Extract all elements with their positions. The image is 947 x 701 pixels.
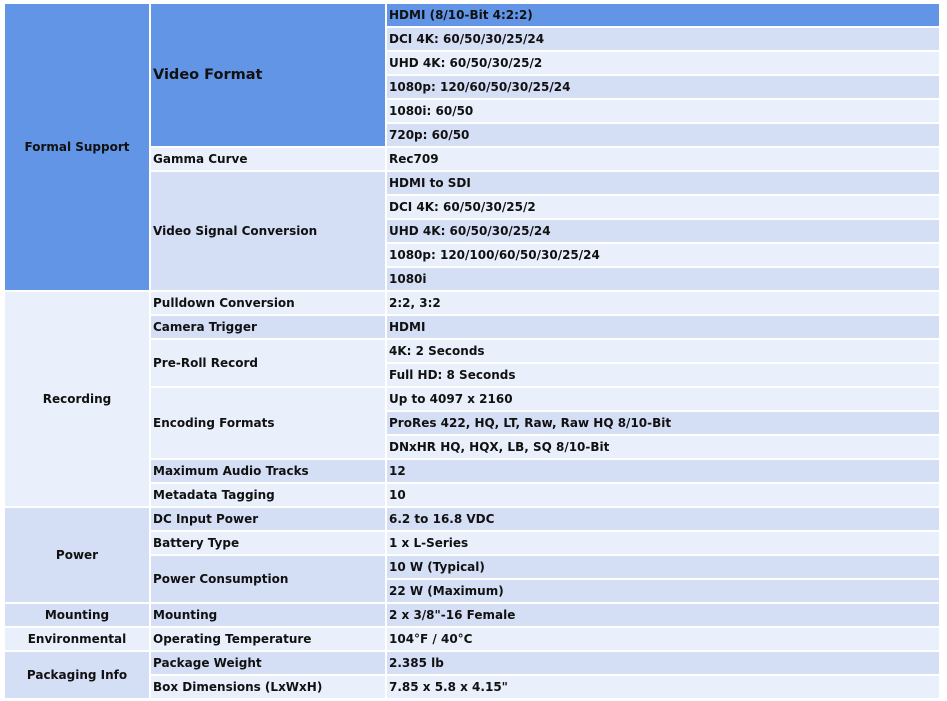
value-video-format-2: UHD 4K: 60/50/30/25/2 <box>387 52 941 76</box>
label-video-signal-conversion: Video Signal Conversion <box>151 172 387 292</box>
value-video-signal-conversion-0: HDMI to SDI <box>387 172 941 196</box>
category-power: Power <box>5 508 151 604</box>
label-gamma-curve: Gamma Curve <box>151 148 387 172</box>
value-pre-roll-record-1: Full HD: 8 Seconds <box>387 364 941 388</box>
value-video-signal-conversion-1: DCI 4K: 60/50/30/25/2 <box>387 196 941 220</box>
value-encoding-formats-0: Up to 4097 x 2160 <box>387 388 941 412</box>
value-package-weight: 2.385 lb <box>387 652 941 676</box>
label-power-consumption: Power Consumption <box>151 556 387 604</box>
value-power-consumption-1: 22 W (Maximum) <box>387 580 941 604</box>
value-power-consumption-0: 10 W (Typical) <box>387 556 941 580</box>
label-package-weight: Package Weight <box>151 652 387 676</box>
label-mounting: Mounting <box>151 604 387 628</box>
label-dc-input-power: DC Input Power <box>151 508 387 532</box>
value-operating-temperature: 104°F / 40°C <box>387 628 941 652</box>
value-mounting: 2 x 3/8"-16 Female <box>387 604 941 628</box>
category-environmental: Environmental <box>5 628 151 652</box>
value-video-format-0: HDMI (8/10-Bit 4:2:2) <box>387 4 941 28</box>
value-video-signal-conversion-2: UHD 4K: 60/50/30/25/24 <box>387 220 941 244</box>
value-video-format-4: 1080i: 60/50 <box>387 100 941 124</box>
value-dc-input-power: 6.2 to 16.8 VDC <box>387 508 941 532</box>
table-row <box>5 508 941 532</box>
label-battery-type: Battery Type <box>151 532 387 556</box>
value-pre-roll-record-0: 4K: 2 Seconds <box>387 340 941 364</box>
value-box-dimensions: 7.85 x 5.8 x 4.15" <box>387 676 941 700</box>
label-camera-trigger: Camera Trigger <box>151 316 387 340</box>
value-pulldown-conversion: 2:2, 3:2 <box>387 292 941 316</box>
label-pulldown-conversion: Pulldown Conversion <box>151 292 387 316</box>
value-camera-trigger: HDMI <box>387 316 941 340</box>
value-video-signal-conversion-4: 1080i <box>387 268 941 292</box>
value-maximum-audio-tracks: 12 <box>387 460 941 484</box>
label-pre-roll-record: Pre-Roll Record <box>151 340 387 388</box>
category-packaging-info: Packaging Info <box>5 652 151 700</box>
label-maximum-audio-tracks: Maximum Audio Tracks <box>151 460 387 484</box>
label-metadata-tagging: Metadata Tagging <box>151 484 387 508</box>
label-operating-temperature: Operating Temperature <box>151 628 387 652</box>
table-row <box>5 292 941 316</box>
value-video-format-1: DCI 4K: 60/50/30/25/24 <box>387 28 941 52</box>
value-video-format-5: 720p: 60/50 <box>387 124 941 148</box>
value-video-signal-conversion-3: 1080p: 120/100/60/50/30/25/24 <box>387 244 941 268</box>
value-video-format-3: 1080p: 120/60/50/30/25/24 <box>387 76 941 100</box>
table-row <box>5 652 941 676</box>
table-row <box>5 628 941 652</box>
category-mounting: Mounting <box>5 604 151 628</box>
label-box-dimensions: Box Dimensions (LxWxH) <box>151 676 387 700</box>
table-row <box>5 4 941 28</box>
value-encoding-formats-1: ProRes 422, HQ, LT, Raw, Raw HQ 8/10-Bit <box>387 412 941 436</box>
label-encoding-formats: Encoding Formats <box>151 388 387 460</box>
value-metadata-tagging: 10 <box>387 484 941 508</box>
category-format-support: Formal Support <box>5 4 151 292</box>
spec-table <box>5 4 941 700</box>
value-encoding-formats-2: DNxHR HQ, HQX, LB, SQ 8/10-Bit <box>387 436 941 460</box>
label-video-format: Video Format <box>151 4 387 148</box>
value-gamma-curve: Rec709 <box>387 148 941 172</box>
category-recording: Recording <box>5 292 151 508</box>
value-battery-type: 1 x L-Series <box>387 532 941 556</box>
table-row <box>5 604 941 628</box>
